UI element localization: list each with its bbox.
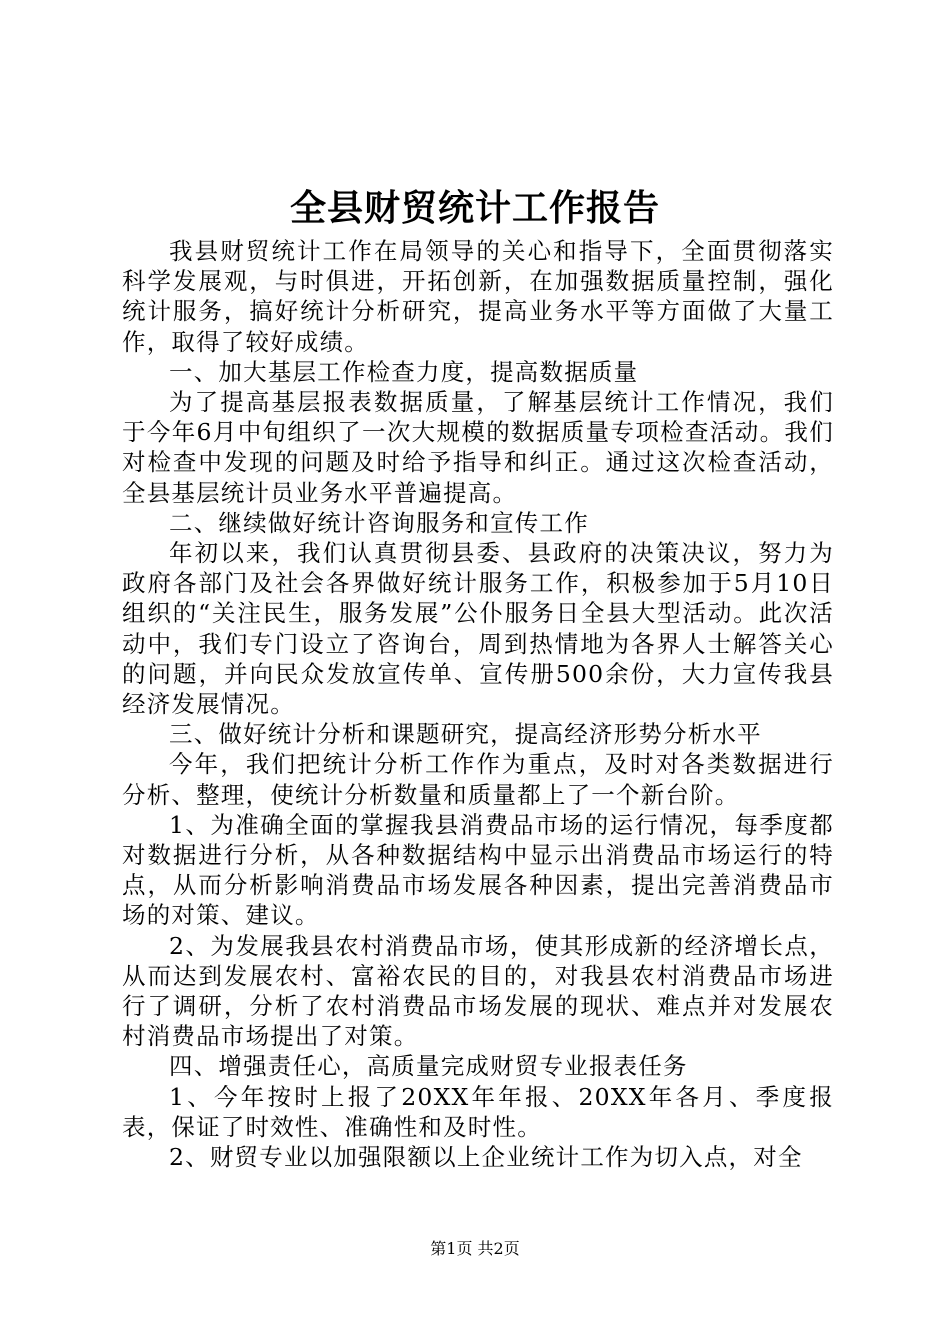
paragraph-section-3: 今年，我们把统计分析工作作为重点，及时对各类数据进行分析、整理，使统计分析数量和质量都上了一个新台阶。 [122,750,834,809]
paragraph-section-4-item-1: 1、今年按时上报了20XX年年报、20XX年各月、季度报表，保证了时效性、准确性和及时性。 [122,1082,834,1141]
section-heading-3: 三、做好统计分析和课题研究，提高经济形势分析水平 [169,720,762,749]
paragraph-section-1: 为了提高基层报表数据质量，了解基层统计工作情况，我们于今年6月中旬组织了一次大规模的数据质量专项检查活动。我们对检查中发现的问题及时给予指导和纠正。通过这次检查活动，全县基层统计员业务水平普遍提高。 [122,388,834,507]
paragraph-intro: 我县财贸统计工作在局领导的关心和指导下，全面贯彻落实科学发展观，与时俱进，开拓创新，在加强数据质量控制，强化统计服务，搞好统计分析研究，提高业务水平等方面做了大量工作，取得了较好成绩。 [122,237,834,356]
section-heading-1: 一、加大基层工作检查力度，提高数据质量 [169,357,639,386]
document-title: 全县财贸统计工作报告 [289,187,660,229]
document-body [122,236,834,1172]
paragraph-section-3-item-1: 1、为准确全面的掌握我县消费品市场的运行情况，每季度都对数据进行分析，从各种数据结构中显示出消费品市场运行的特点，从而分析影响消费品市场发展各种因素，提出完善消费品市场的对策、建议。 [122,810,834,930]
paragraph-section-4-item-2: 2、财贸专业以加强限额以上企业统计工作为切入点，对全 [169,1143,803,1172]
paragraph-section-2: 年初以来，我们认真贯彻县委、县政府的决策决议，努力为政府各部门及社会各界做好统计服务工作，积极参加于5月10日组织的“关注民生，服务发展”公仆服务日全县大型活动。此次活动中，我们专门设立了咨询台，周到热情地为各界人士解答关心的问题，并向民众发放宣传单、宣传册500余份，大力宣传我县经济发展情况。 [122,539,834,719]
section-heading-2: 二、继续做好统计咨询服务和宣传工作 [169,508,589,537]
paragraph-section-3-item-2: 2、为发展我县农村消费品市场，使其形成新的经济增长点，从而达到发展农村、富裕农民的目的，对我县农村消费品市场进行了调研，分析了农村消费品市场发展的现状、难点并对发展农村消费品市场提出了对策。 [122,931,834,1051]
section-heading-4: 四、增强责任心，高质量完成财贸专业报表任务 [169,1052,688,1081]
page-footer: 第1页 共2页 [430,1239,520,1258]
